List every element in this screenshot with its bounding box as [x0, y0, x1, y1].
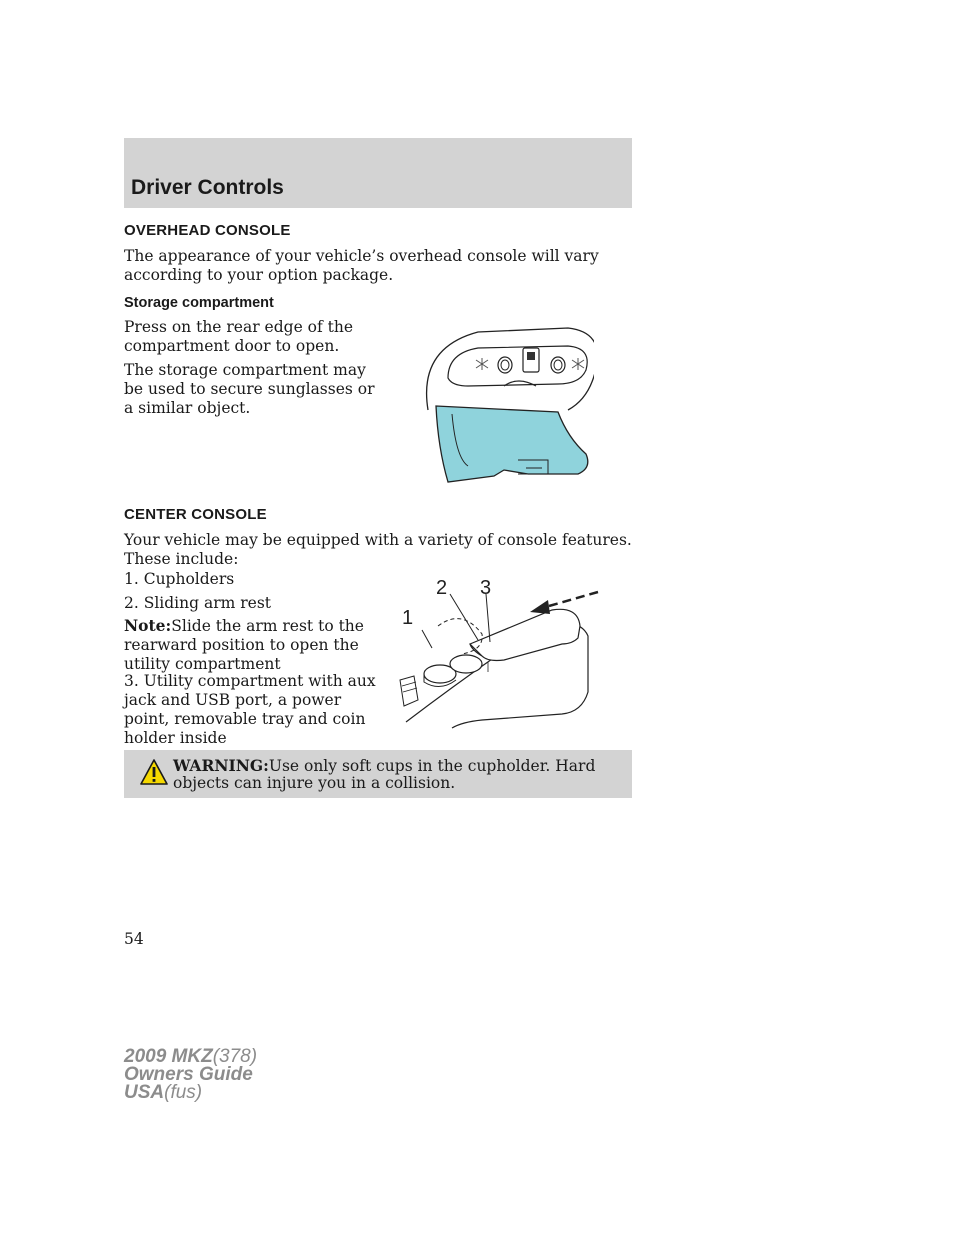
page-number: 54: [124, 930, 144, 948]
warning-text: [173, 757, 625, 792]
footer-market: USA: [124, 1082, 165, 1103]
storage-compartment-door: [436, 406, 588, 482]
storage-compartment-para2: The storage compartment may be used to secure sunglasses or a similar object.: [124, 361, 375, 417]
note-paragraph: [124, 616, 384, 674]
section-title: Driver Controls: [131, 176, 284, 199]
callout-3: 3: [480, 577, 492, 599]
footer-model-code: (378): [212, 1046, 258, 1067]
note-label: Note:: [124, 616, 172, 635]
storage-compartment-para1: Press on the rear edge of the compartment door to open.: [124, 318, 354, 355]
storage-compartment-heading: Storage compartment: [124, 295, 274, 311]
feature-item-2: 2. Sliding arm rest: [124, 594, 272, 612]
footer-market-code: (fus): [164, 1082, 203, 1103]
cupholder-right: [450, 655, 482, 673]
callout-1: 1: [402, 607, 414, 629]
warning-label: WARNING:: [173, 756, 269, 775]
overhead-console-heading: OVERHEAD CONSOLE: [124, 222, 291, 239]
overhead-console-intro: The appearance of your vehicle’s overhead console will vary according to your option package.: [124, 247, 599, 284]
callout-2: 2: [436, 577, 448, 599]
footer-guide: Owners Guide: [124, 1064, 253, 1085]
center-console-heading: CENTER CONSOLE: [124, 506, 267, 523]
center-console-intro: Your vehicle may be equipped with a variety of console features. These include:: [124, 531, 632, 568]
note-text: Slide the arm rest to the rearward position to open the utility compartment: [124, 617, 364, 673]
warning-triangle-icon: [139, 758, 169, 786]
footer-model: 2009 MKZ: [124, 1046, 213, 1067]
center-console-illustration: [392, 572, 602, 732]
document-footer: [124, 1048, 257, 1102]
feature-item-3: 3. Utility compartment with aux jack and USB port, a power point, removable tray and coin holder inside: [124, 672, 376, 747]
warning-message: Use only soft cups in the cupholder. Hard objects can injure you in a collision.: [173, 757, 596, 792]
overhead-console-illustration: [408, 318, 594, 486]
feature-item-1: 1. Cupholders: [124, 570, 235, 588]
